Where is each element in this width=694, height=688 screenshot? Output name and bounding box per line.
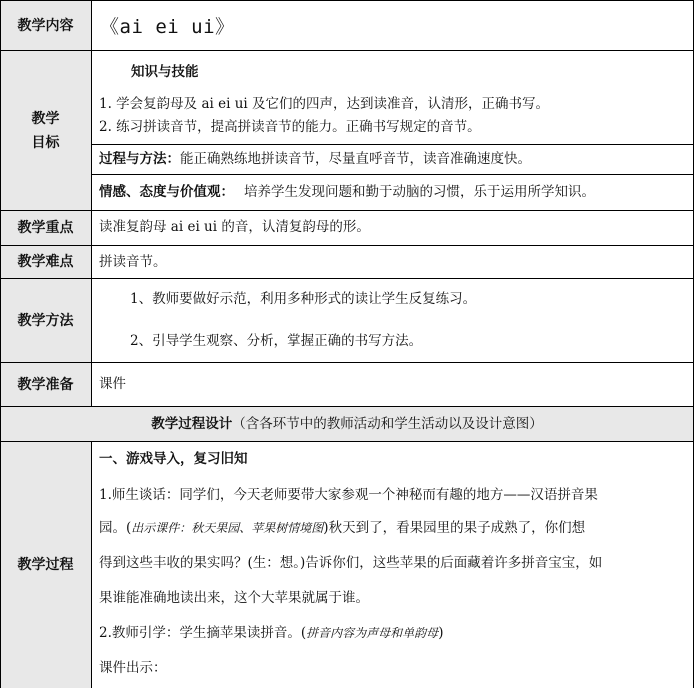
paragraph-3: 课件出示： xyxy=(99,660,167,676)
paragraph-1-text-2b: )秋天到了，看果园里的果子成熟了，你们想 xyxy=(323,520,586,536)
grid-line xyxy=(91,174,694,175)
knowledge-heading: 知识与技能 xyxy=(131,64,199,80)
design-note: （含各环节中的教师活动和学生活动以及设计意图） xyxy=(232,416,543,432)
process-method-heading: 过程与方法： xyxy=(99,151,180,167)
process-method-text: 能正确熟练地拼读音节，尽量直呼音节，读音准确速度快。 xyxy=(180,151,531,167)
grid-line xyxy=(0,0,694,1)
grid-line xyxy=(0,406,694,407)
lesson-title: 《ai ei ui》 xyxy=(100,16,235,38)
knowledge-item-2: 2. 练习拼读音节，提高拼读音节的能力。正确书写规定的音节。 xyxy=(99,119,481,135)
difficulty-label: 教学难点 xyxy=(17,254,74,270)
section-1-heading: 一、游戏导入，复习旧知 xyxy=(99,451,248,467)
paragraph-2-head: 2.教师引学： xyxy=(99,625,180,641)
objectives-label-line1: 教学 xyxy=(31,110,60,127)
paragraph-2-end: ) xyxy=(438,625,444,641)
objectives-label-line2: 目标 xyxy=(31,134,60,151)
grid-line xyxy=(0,441,694,442)
paragraph-1-head: 1.师生谈话： xyxy=(99,487,180,503)
grid-line xyxy=(91,441,92,688)
key-point-text: 读准复韵母 ai ei ui 的音，认清复韵母的形。 xyxy=(99,219,370,235)
grid-line xyxy=(91,144,694,145)
emotion-text: 培养学生发现问题和勤于动脑的习惯，乐于运用所学知识。 xyxy=(244,184,595,200)
paragraph-1-line-3: 得到这些丰收的果实吗？(生：想。)告诉你们，这些苹果的后面藏着许多拼音宝宝，如 xyxy=(99,555,603,571)
paragraph-1-note: 出示课件：秋天果园、苹果树情境图 xyxy=(131,521,324,535)
emotion-line xyxy=(99,182,595,202)
objectives-label xyxy=(0,51,91,210)
content-label: 教学内容 xyxy=(17,17,74,34)
paragraph-1-line-2 xyxy=(99,518,585,538)
grid-line xyxy=(91,0,92,406)
paragraph-1-text-1: 同学们，今天老师要带大家参观一个神秘而有趣的地方——汉语拼音果 xyxy=(179,487,598,503)
paragraph-2-text: 学生摘苹果读拼音。( xyxy=(179,625,307,641)
process-method-line xyxy=(99,149,531,169)
design-heading: 教学过程设计 xyxy=(151,416,233,432)
method-item-2: 2、引导学生观察、分析，掌握正确的书写方法。 xyxy=(130,333,423,349)
method-item-1: 1、教师要做好示范，利用多种形式的读让学生反复练习。 xyxy=(130,291,477,307)
preparation-text: 课件 xyxy=(99,376,126,392)
paragraph-1-line-1 xyxy=(99,485,598,505)
difficulty-text: 拼读音节。 xyxy=(99,254,167,270)
method-label: 教学方法 xyxy=(17,312,74,329)
grid-line xyxy=(0,210,694,211)
grid-line xyxy=(0,278,694,279)
paragraph-1-line-4: 果谁能准确地读出来，这个大苹果就属于谁。 xyxy=(99,590,369,606)
paragraph-2 xyxy=(99,623,443,643)
preparation-label: 教学准备 xyxy=(17,376,74,393)
grid-line xyxy=(0,245,694,246)
emotion-heading: 情感、态度与价值观： xyxy=(99,184,234,200)
paragraph-1-text-2a: 园。( xyxy=(99,520,132,536)
grid-line xyxy=(0,362,694,363)
design-heading-line xyxy=(0,414,694,434)
grid-line xyxy=(0,50,694,51)
process-label: 教学过程 xyxy=(17,557,74,573)
paragraph-2-note: 拼音内容为声母和单韵母 xyxy=(306,626,439,640)
key-point-label: 教学重点 xyxy=(17,220,74,236)
knowledge-item-1: 1. 学会复韵母及 ai ei ui 及它们的四声，达到读准音，认清形，正确书写。 xyxy=(99,96,550,112)
